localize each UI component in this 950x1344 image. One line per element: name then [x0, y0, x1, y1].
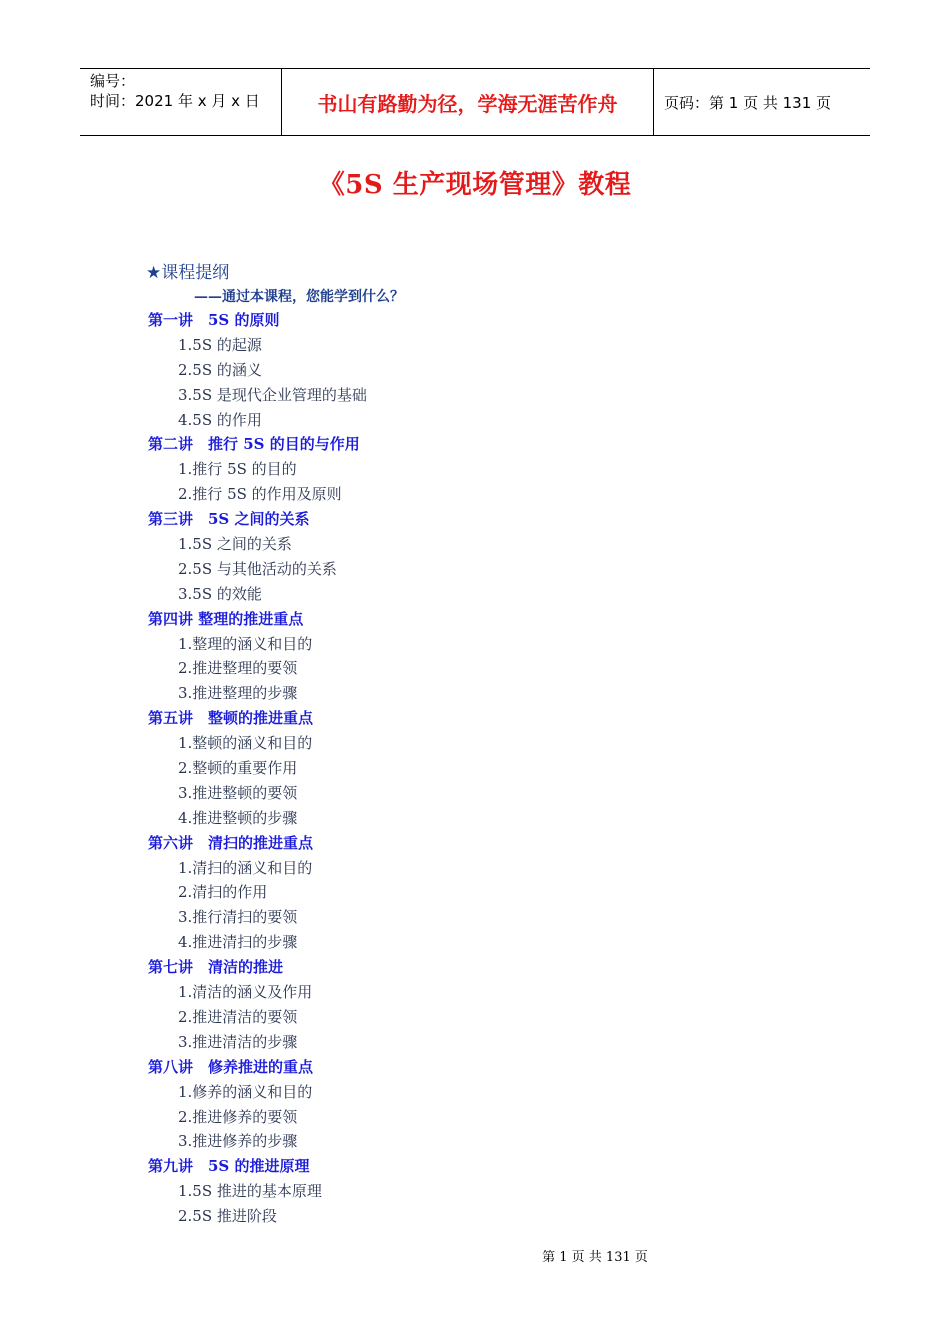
toc-item: 1.清洁的涵义及作用 [178, 983, 313, 1002]
header-motto: 书山有路勤为径，学海无涯苦作舟 [282, 69, 654, 135]
table-of-contents [148, 308, 848, 1229]
toc-item: 3.5S 是现代企业管理的基础 [178, 385, 367, 404]
toc-item: 4.推进清扫的步骤 [178, 933, 298, 952]
toc-item: 1.5S 之间的关系 [178, 535, 292, 554]
toc-item: 1.修养的涵义和目的 [178, 1082, 313, 1101]
toc-item: 2.5S 的涵义 [178, 360, 262, 379]
toc-item: 1.5S 推进的基本原理 [178, 1182, 322, 1201]
toc-item: 2.推进修养的要领 [178, 1107, 298, 1126]
toc-item: 4.推进整顿的步骤 [178, 808, 298, 827]
toc-item: 2.推进清洁的要领 [178, 1007, 298, 1026]
header-page-info: 页码：第 1 页 共 131 页 [664, 93, 832, 112]
number-label: 编号： [90, 72, 136, 90]
lecture-heading: 第二讲 推行 5S 的目的与作用 [148, 435, 360, 454]
toc-item: 1.整顿的涵义和目的 [178, 734, 313, 753]
lecture-heading: 第八讲 修养推进的重点 [148, 1057, 314, 1076]
lecture-heading: 第九讲 5S 的推进原理 [148, 1157, 310, 1176]
toc-item: 2.5S 与其他活动的关系 [178, 559, 337, 578]
toc-item: 2.推进整理的要领 [178, 659, 298, 678]
page-footer: 第 1 页 共 131 页 [542, 1250, 648, 1265]
toc-item: 4.5S 的作用 [178, 410, 262, 429]
toc-item: 1.5S 的起源 [178, 335, 262, 354]
lecture-heading: 第四讲 整理的推进重点 [148, 609, 304, 628]
lecture-heading: 第一讲 5S 的原则 [148, 311, 280, 329]
time-label: 时间：2021 年 x 月 x 日 [90, 92, 260, 110]
page-header [80, 68, 870, 136]
toc-item: 3.推进整理的步骤 [178, 684, 298, 703]
toc-item: 2.5S 推进阶段 [178, 1207, 277, 1226]
outline-subtitle: ——通过本课程，您能学到什么？ [194, 289, 404, 305]
outline-heading: ★课程提纲 [146, 263, 230, 283]
toc-item: 1.清扫的涵义和目的 [178, 858, 313, 877]
lecture-heading: 第五讲 整顿的推进重点 [148, 709, 314, 728]
lecture-heading: 第三讲 5S 之间的关系 [148, 510, 310, 529]
toc-item: 1.整理的涵义和目的 [178, 634, 313, 653]
toc-item: 2.推行 5S 的作用及原则 [178, 485, 342, 504]
toc-item: 3.推进整顿的要领 [178, 783, 298, 802]
toc-item: 3.5S 的效能 [178, 584, 262, 603]
toc-item: 3.推进修养的步骤 [178, 1132, 298, 1151]
toc-item: 1.推行 5S 的目的 [178, 460, 297, 479]
lecture-heading: 第七讲 清洁的推进 [148, 958, 284, 977]
document-title: 《5S 生产现场管理》教程 [318, 170, 632, 200]
toc-item: 2.清扫的作用 [178, 883, 268, 902]
toc-item: 3.推进清洁的步骤 [178, 1032, 298, 1051]
header-meta [80, 69, 282, 135]
toc-item: 2.整顿的重要作用 [178, 759, 298, 778]
toc-item: 3.推行清扫的要领 [178, 908, 298, 927]
lecture-heading: 第六讲 清扫的推进重点 [148, 833, 314, 852]
